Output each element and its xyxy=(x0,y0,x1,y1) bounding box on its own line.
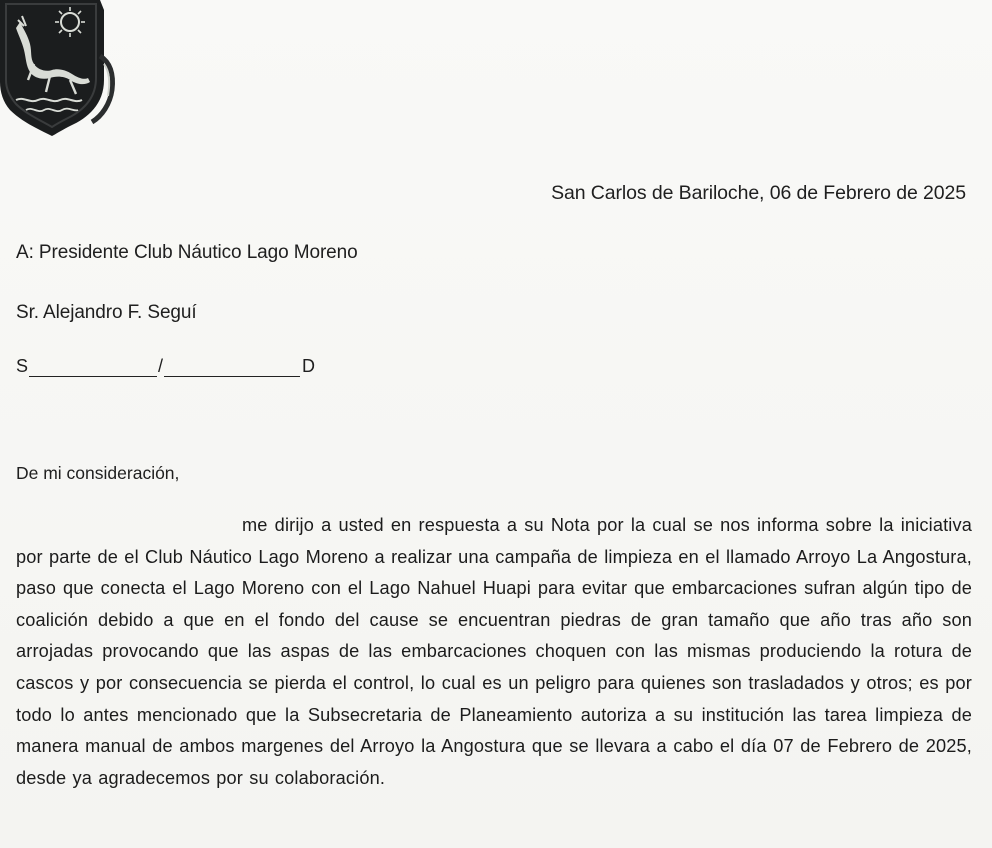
salutation-blank xyxy=(29,358,157,377)
salutation-sd-line xyxy=(16,356,315,377)
letter-date: San Carlos de Bariloche, 06 de Febrero de 2025 xyxy=(551,182,966,204)
salutation-separator: / xyxy=(158,356,164,376)
letter-body: me dirijo a usted en respuesta a su Nota por la cual se nos informa sobre la iniciativa por parte de el Club Náutico Lago Moreno a realizar una campaña de limpieza en el llamado Arroyo La Angostura, paso que conecta el Lago Moreno con el Lago Nahuel Huapi para evitar que embarcaciones sufran algún tipo de coalición debido a que en el fondo del cause se encuentran piedras de gran tamaño que año tras año son arrojadas provocando que las aspas de las embarcaciones choquen con las mismas produciendo la rotura de cascos y por consecuencia se pierda el control, lo cual es un peligro para quienes son trasladados y otros; es por todo lo antes mencionado que la Subsecretaria de Planeamiento autoriza a su institución las tarea limpieza de manera manual de ambos margenes del Arroyo la Angostura que se llevara a cabo el día 07 de Febrero de 2025, desde ya agradecemos por su colaboración. xyxy=(16,515,972,788)
recipient-name: Sr. Alejandro F. Seguí xyxy=(16,302,197,323)
municipal-crest-icon xyxy=(0,0,118,138)
greeting: De mi consideración, xyxy=(16,463,180,483)
salutation-blank xyxy=(164,358,300,377)
salutation-start: S xyxy=(16,356,29,376)
salutation-end: D xyxy=(302,356,316,376)
recipient-title: A: Presidente Club Náutico Lago Moreno xyxy=(16,242,358,263)
